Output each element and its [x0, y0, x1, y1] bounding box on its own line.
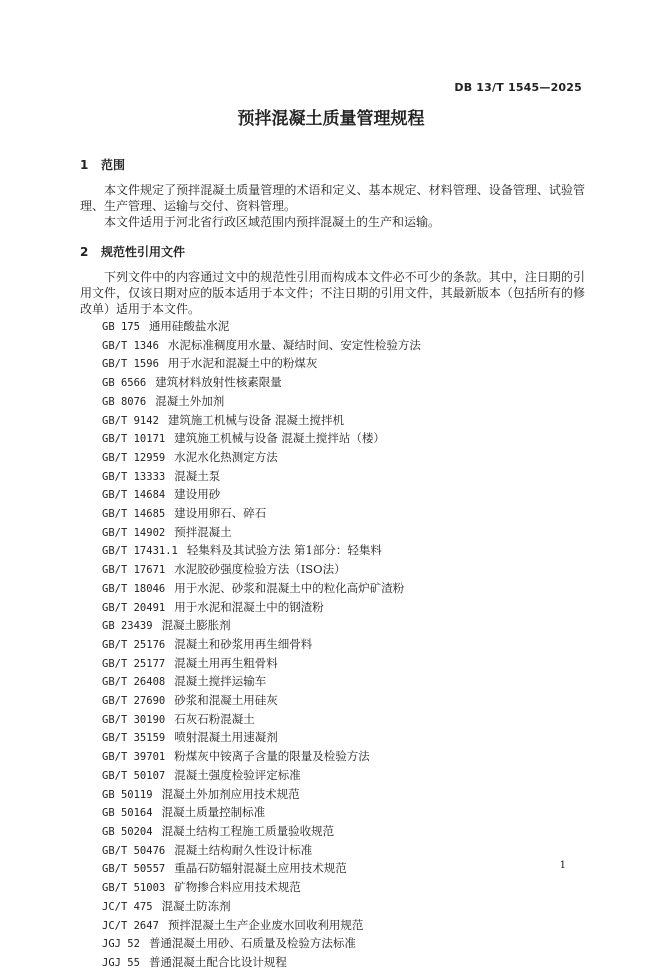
reference-title: 普通混凝土配合比设计规程	[148, 954, 287, 969]
reference-item	[102, 355, 582, 374]
reference-item	[102, 430, 582, 449]
reference-title: 混凝土外加剂应用技术规范	[161, 786, 300, 801]
reference-item	[102, 879, 582, 898]
reference-item	[102, 692, 582, 711]
reference-code: GB 50119	[102, 788, 153, 801]
reference-item	[102, 486, 582, 505]
reference-title: 矿物掺合料应用技术规范	[174, 880, 301, 895]
reference-item	[102, 449, 582, 468]
reference-item	[102, 561, 582, 580]
reference-code: GB/T 50107	[102, 769, 166, 782]
reference-title: 混凝土泵	[174, 468, 221, 483]
reference-item	[102, 524, 582, 543]
reference-code: GB/T 20491	[102, 601, 166, 614]
reference-code: GB/T 13333	[102, 470, 166, 483]
reference-item	[102, 542, 582, 561]
reference-code: GB/T 18046	[102, 582, 166, 595]
section-2-body	[80, 269, 585, 317]
reference-item	[102, 748, 582, 767]
reference-item	[102, 823, 582, 842]
reference-code: GB/T 26408	[102, 676, 166, 689]
reference-item	[102, 711, 582, 730]
reference-title: 用于水泥和混凝土中的钢渣粉	[174, 599, 324, 614]
reference-code: GB 50164	[102, 807, 153, 820]
reference-item	[102, 636, 582, 655]
reference-code: GB/T 51003	[102, 882, 166, 895]
reference-title: 喷射混凝土用速凝剂	[174, 730, 278, 745]
reference-title: 用于水泥和混凝土中的粉煤灰	[167, 356, 318, 371]
reference-item	[102, 860, 582, 879]
reference-title: 混凝土结构工程施工质量验收规范	[161, 823, 335, 838]
reference-code: GB/T 25176	[102, 638, 166, 651]
reference-code: JGJ 55	[102, 956, 140, 969]
reference-title: 混凝土膨胀剂	[161, 618, 231, 633]
reference-title: 混凝土搅拌运输车	[174, 674, 267, 689]
reference-title: 建筑施工机械与设备 混凝土搅拌站（楼）	[174, 431, 385, 446]
reference-title: 通用硅酸盐水泥	[148, 319, 230, 333]
reference-code: GB/T 50476	[102, 844, 166, 857]
reference-code: GB 8076	[102, 395, 147, 408]
reference-title: 预拌混凝土生产企业废水回收利用规范	[167, 917, 364, 932]
reference-title: 混凝土和砂浆用再生细骨料	[174, 636, 313, 651]
reference-title: 轻集料及其试验方法 第1部分：轻集料	[186, 543, 382, 558]
reference-code: GB/T 10171	[102, 433, 166, 446]
section-number: 1	[80, 158, 89, 172]
paragraph: 下列文件中的内容通过文中的规范性引用而构成本文件必不可少的条款。其中，注日期的引用文件，仅该日期对应的版本适用于本文件；不注日期的引用文件，其最新版本（包括所有的修改单）适用于本文件。	[80, 270, 585, 316]
reference-title: 混凝土用再生粗骨料	[174, 655, 278, 670]
reference-item	[102, 412, 582, 431]
reference-item	[102, 729, 582, 748]
reference-item	[102, 468, 582, 487]
reference-code: GB/T 9142	[102, 414, 159, 427]
section-title: 规范性引用文件	[101, 245, 186, 259]
reference-code: GB 175	[102, 321, 140, 333]
reference-item	[102, 393, 582, 412]
section-1-heading	[80, 156, 125, 173]
section-1-body	[80, 182, 585, 230]
reference-code: GB/T 14685	[102, 508, 166, 521]
reference-code: GB/T 35159	[102, 732, 166, 745]
reference-item	[102, 505, 582, 524]
reference-code: GB/T 17671	[102, 564, 166, 577]
reference-title: 粉煤灰中铵离子含量的限量及检验方法	[174, 749, 370, 764]
reference-item	[102, 617, 582, 636]
reference-title: 水泥胶砂强度检验方法（ISO法）	[174, 562, 346, 577]
normative-references-list	[102, 318, 582, 973]
reference-title: 水泥水化热测定方法	[174, 449, 278, 464]
section-number: 2	[80, 245, 89, 259]
reference-code: GB/T 25177	[102, 657, 166, 670]
reference-code: GB/T 27690	[102, 695, 166, 708]
page-number: 1	[559, 860, 566, 871]
reference-item	[102, 655, 582, 674]
reference-code: GB/T 30190	[102, 713, 166, 726]
reference-item	[102, 842, 582, 861]
document-title: 预拌混凝土质量管理规程	[237, 109, 425, 129]
reference-title: 用于水泥、砂浆和混凝土中的粒化高炉矿渣粉	[174, 580, 405, 595]
reference-item	[102, 337, 582, 356]
standard-number: DB 13/T 1545—2025	[454, 81, 582, 94]
reference-title: 混凝土防冻剂	[161, 898, 231, 913]
reference-code: GB/T 1596	[102, 358, 159, 371]
reference-code: GB 23439	[102, 620, 153, 633]
reference-title: 建筑材料放射性核素限量	[155, 375, 282, 390]
reference-code: GB 50204	[102, 825, 153, 838]
reference-item	[102, 898, 582, 917]
reference-item	[102, 580, 582, 599]
reference-item	[102, 935, 582, 954]
paragraph: 本文件适用于河北省行政区域范围内预拌混凝土的生产和运输。	[104, 215, 441, 229]
reference-title: 建设用砂	[174, 487, 221, 502]
reference-item	[102, 767, 582, 786]
reference-code: GB 6566	[102, 377, 147, 390]
reference-title: 混凝土结构耐久性设计标准	[174, 842, 313, 857]
reference-code: GB/T 50557	[102, 863, 166, 876]
reference-item	[102, 954, 582, 973]
reference-item	[102, 318, 582, 337]
reference-code: GB/T 14684	[102, 489, 166, 502]
reference-title: 建筑施工机械与设备 混凝土搅拌机	[167, 412, 345, 427]
reference-code: GB/T 39701	[102, 751, 166, 764]
section-title: 范围	[101, 158, 126, 172]
reference-code: GB/T 12959	[102, 451, 166, 464]
reference-title: 混凝土强度检验评定标准	[174, 767, 301, 782]
reference-item	[102, 599, 582, 618]
reference-item	[102, 673, 582, 692]
paragraph: 本文件规定了预拌混凝土质量管理的术语和定义、基本规定、材料管理、设备管理、试验管理、生产管理、运输与交付、资料管理。	[80, 183, 585, 213]
reference-title: 重晶石防辐射混凝土应用技术规范	[174, 861, 347, 876]
reference-title: 水泥标准稠度用水量、凝结时间、安定性检验方法	[167, 337, 421, 352]
reference-item	[102, 917, 582, 936]
reference-title: 混凝土外加剂	[155, 393, 225, 408]
reference-item	[102, 374, 582, 393]
section-2-heading	[80, 243, 185, 260]
reference-code: GB/T 17431.1	[102, 545, 178, 558]
reference-title: 普通混凝土用砂、石质量及检验方法标准	[148, 936, 356, 951]
reference-code: GB/T 1346	[102, 339, 159, 352]
reference-code: JC/T 475	[102, 900, 153, 913]
reference-code: GB/T 14902	[102, 526, 166, 539]
reference-title: 砂浆和混凝土用硅灰	[174, 693, 278, 708]
reference-code: JC/T 2647	[102, 919, 159, 932]
reference-item	[102, 786, 582, 805]
reference-title: 混凝土质量控制标准	[161, 805, 266, 820]
reference-title: 建设用卵石、碎石	[174, 506, 267, 521]
reference-title: 预拌混凝土	[174, 524, 232, 539]
reference-title: 石灰石粉混凝土	[174, 711, 255, 726]
reference-item	[102, 804, 582, 823]
reference-code: JGJ 52	[102, 938, 140, 951]
